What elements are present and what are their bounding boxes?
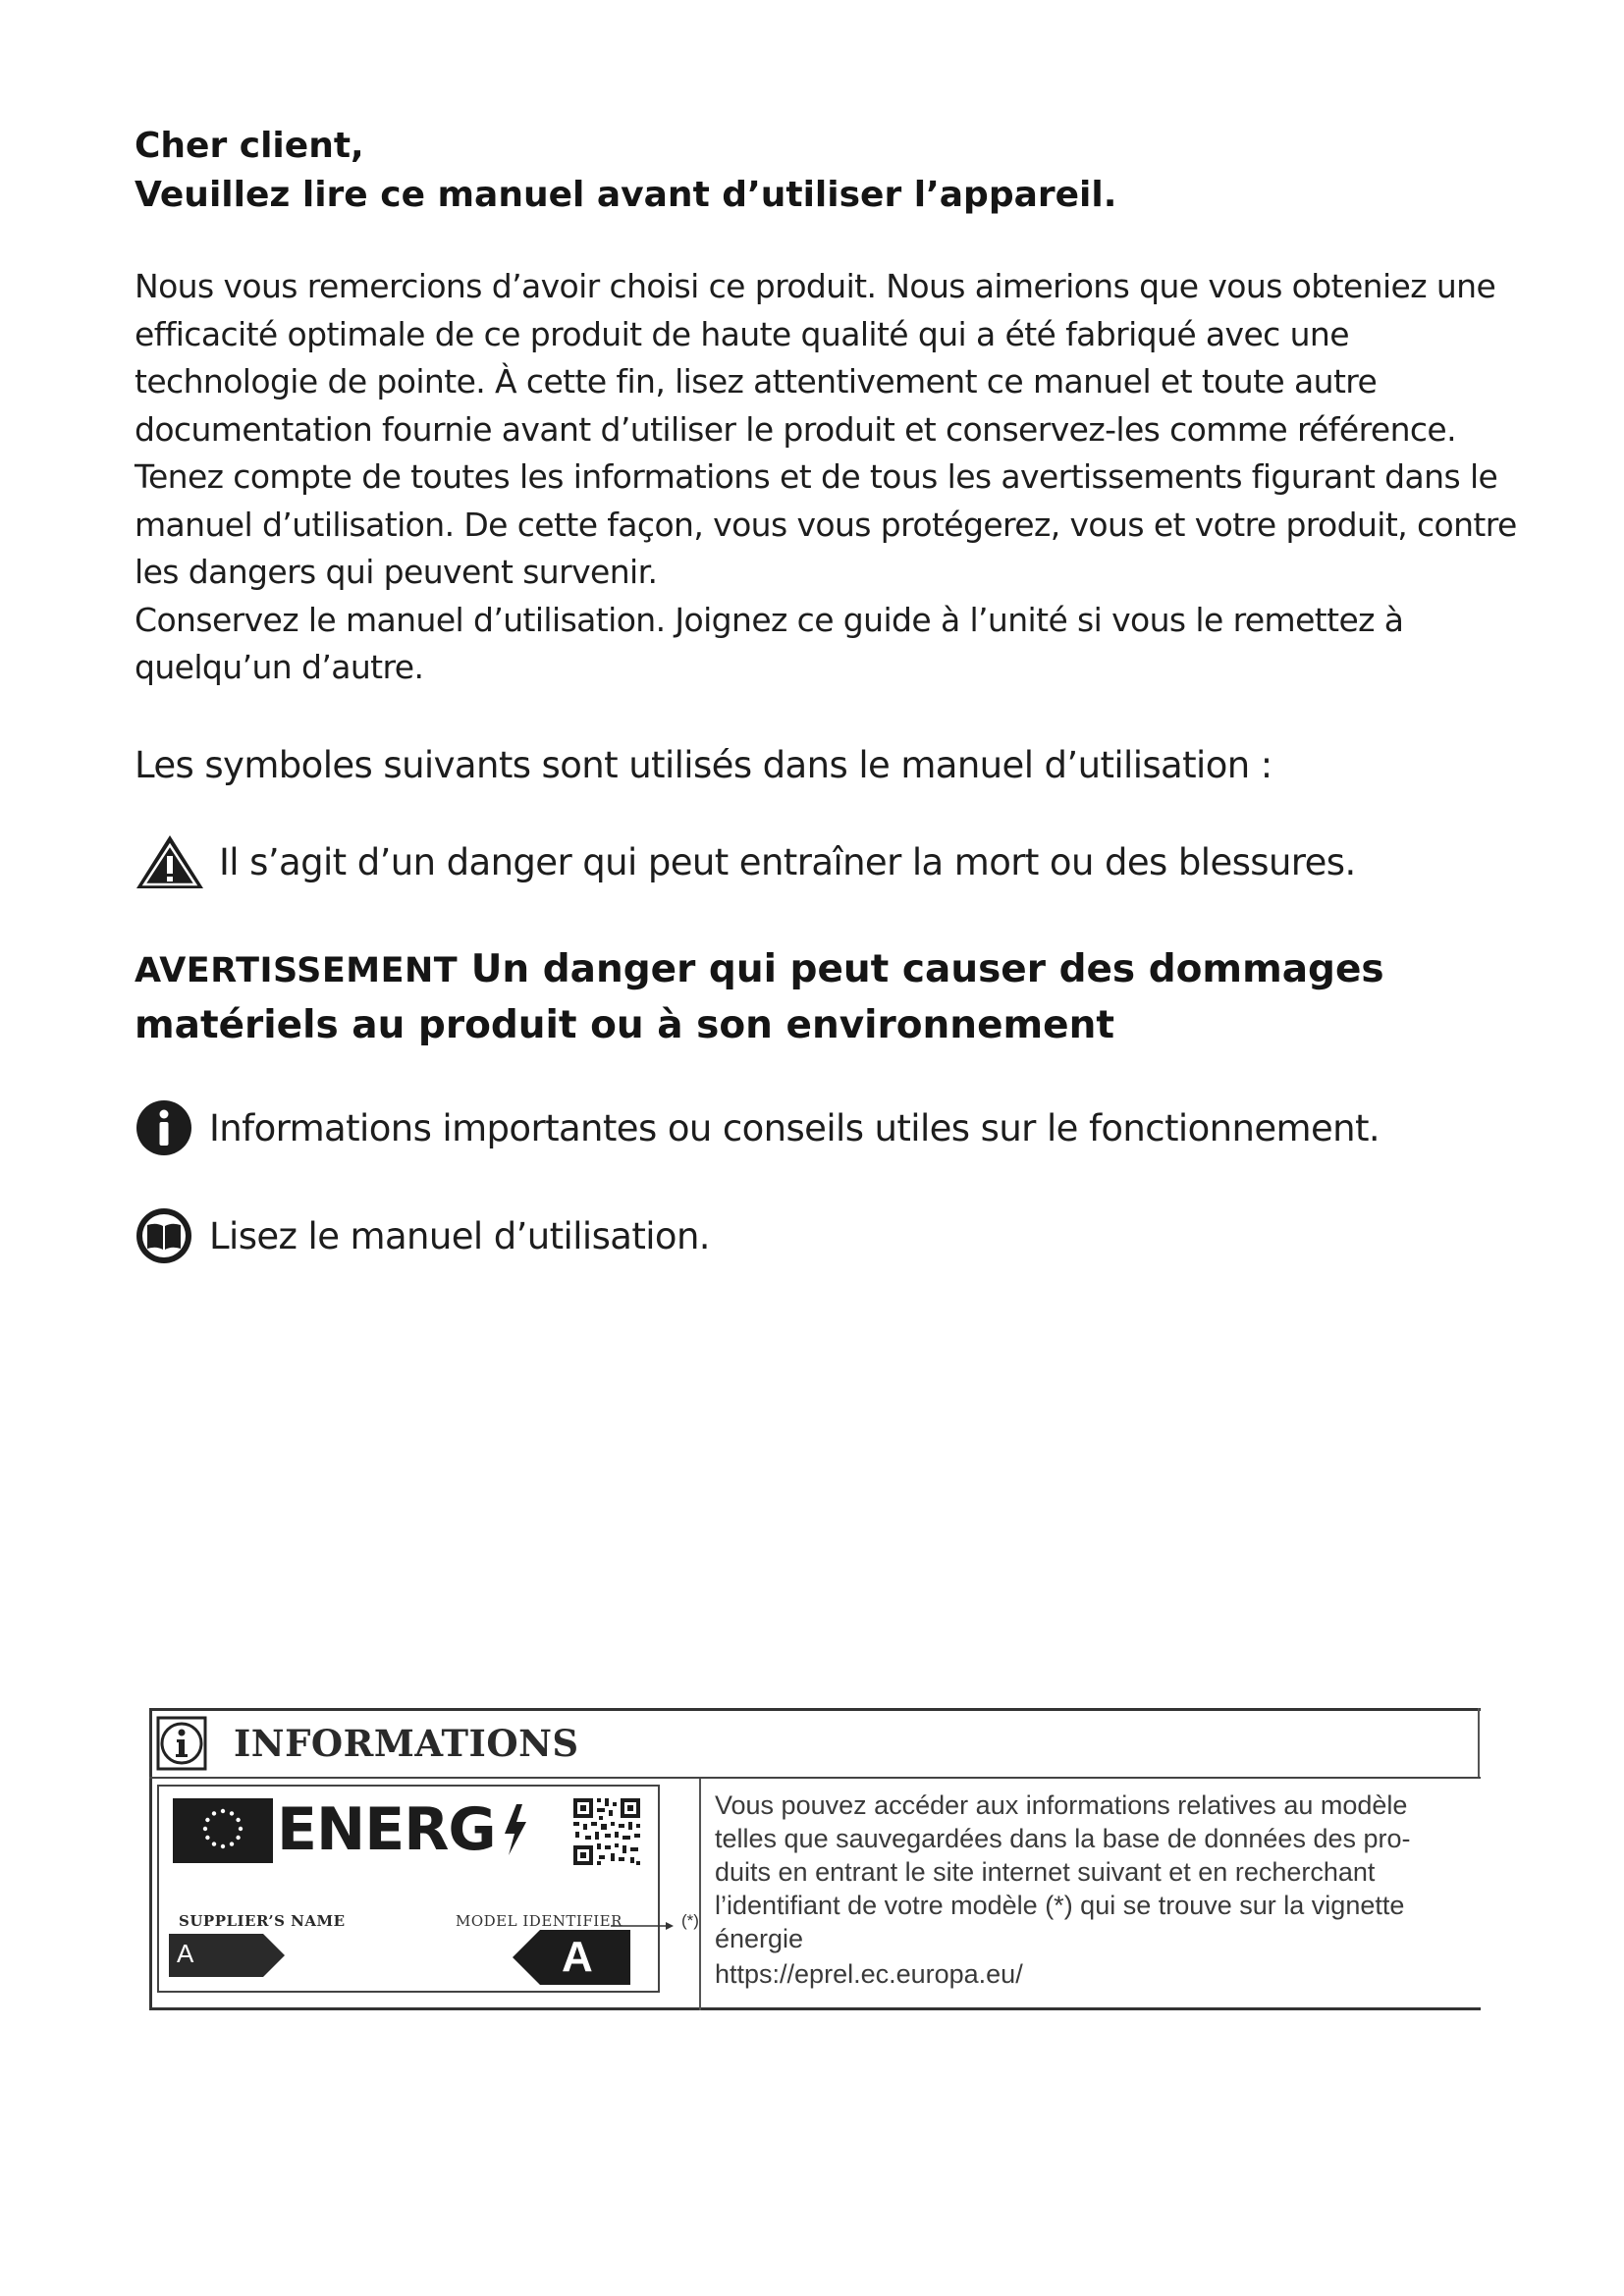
info-circle-icon [135, 1098, 193, 1157]
info-box-title: INFORMATIONS [234, 1722, 579, 1765]
intro-text [135, 263, 1529, 692]
box-border-bottom [149, 2007, 1481, 2010]
intro-paragraph-1: Nous vous remercions d’avoir choisi ce produit. Nous aimerions que vous obteniez une efficacité optimale de ce produit de haute qualité qui a été fabriqué avec une technologie de pointe. À cette fin, lisez attentivement ce manuel et toute autre documentation fournie avant d’utiliser le produit et conservez-les comme référence. [135, 267, 1496, 449]
box-divider [149, 1777, 1481, 1779]
intro-paragraph-3: Conservez le manuel d’utilisation. Joignez ce guide à l’unité si vous le remettez à quelqu’un d’autre. [135, 600, 1404, 686]
symbols-intro: Les symboles suivants sont utilisés dans le manuel d’utilisation : [135, 744, 1272, 786]
box-column-divider [699, 1779, 701, 2010]
danger-symbol-row [135, 832, 1558, 891]
asterisk-marker: (*) [681, 1911, 699, 1930]
info-symbol-text: Informations importantes ou conseils utiles sur le fonctionnement. [209, 1106, 1380, 1149]
intro-paragraph-2: Tenez compte de toutes les informations et de tous les avertissements figurant dans le manuel d’utilisation. De cette façon, vous vous protégerez, vous et votre produit, contre les dangers qui peuvent survenir. [135, 457, 1517, 591]
greeting-line: Cher client, [135, 126, 364, 166]
warning-block [135, 942, 1529, 1052]
box-border-right [1478, 1708, 1480, 1779]
box-border-top [149, 1708, 1481, 1711]
energy-class-left-text: A [177, 1939, 194, 1968]
energy-label-brand: ENERG [277, 1795, 496, 1864]
eu-flag-icon [173, 1798, 273, 1863]
information-box [149, 1708, 1481, 2010]
info-box-icon [156, 1716, 207, 1771]
read-manual-line: Veuillez lire ce manuel avant d’utiliser l’appareil. [135, 175, 1117, 215]
info-symbol-row [135, 1097, 1558, 1158]
energy-label-illustration [157, 1785, 699, 1993]
warning-triangle-icon [135, 832, 205, 891]
book-circle-icon [135, 1206, 193, 1265]
danger-symbol-text: Il s’agit d’un danger qui peut entraîner la mort ou des blessures. [219, 840, 1356, 883]
supplier-name-label: SUPPLIER’S NAME [179, 1912, 346, 1930]
model-identifier-label: MODEL IDENTIFIER [456, 1912, 623, 1930]
manual-symbol-row [135, 1205, 1558, 1266]
qr-code-icon [571, 1796, 642, 1867]
eprel-url: https://eprel.ec.europa.eu/ [715, 1959, 1023, 1989]
manual-symbol-text: Lisez le manuel d’utilisation. [209, 1214, 710, 1257]
lightning-bolt-icon [501, 1802, 528, 1857]
energy-class-right-text: A [562, 1933, 593, 1981]
greeting-heading [135, 122, 1509, 220]
warning-text: Un danger qui peut causer des dommages matériels au produit ou à son environnement [135, 947, 1384, 1047]
info-box-description [715, 1789, 1461, 1955]
eprel-instructions: Vous pouvez accéder aux informations relatives au modèle telles que sauvegardées dans la base de données des pro-duits en entrant le site internet suivant et en recherchant l’identifiant de votre modèle (*) qui se trouve sur la vignette énergie [715, 1790, 1411, 1953]
warning-keyword: AVERTISSEMENT [135, 951, 459, 990]
box-border-left [149, 1708, 152, 2010]
